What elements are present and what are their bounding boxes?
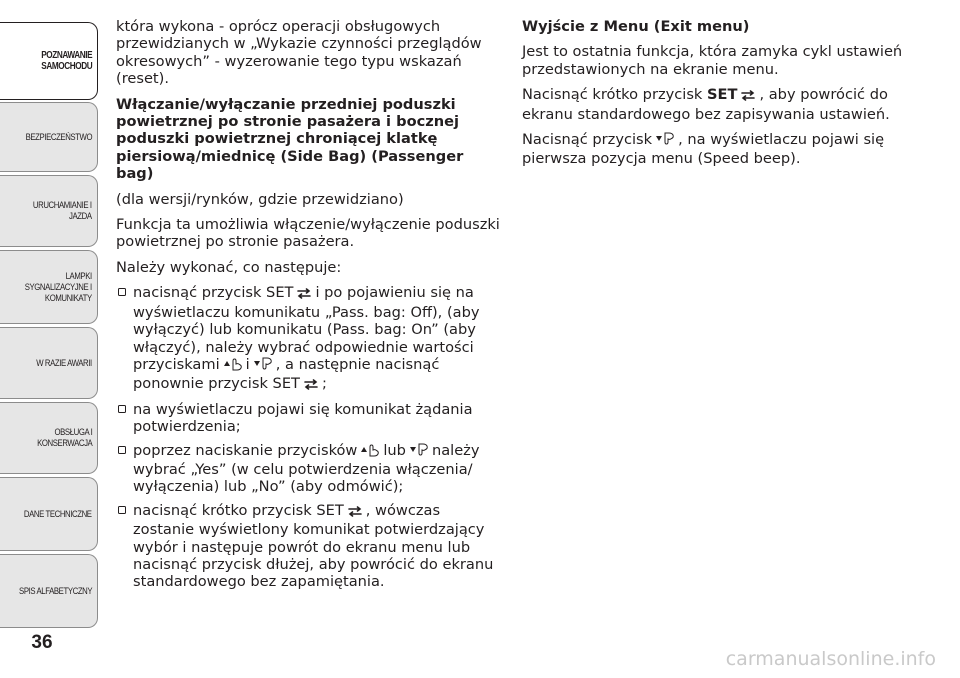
checkbox-bullet-icon	[118, 288, 126, 296]
page-number: 36	[31, 632, 53, 653]
list-text: lub	[383, 441, 406, 459]
list-text: nacisnąć przycisk SET	[133, 284, 294, 302]
exit-description: Jest to ostatnia funkcja, która zamyka cykl ustawień przedstawionych na ekranie menu.	[522, 43, 903, 78]
intro-paragraph: która wykona - oprócz operacji obsługowych przewidzianych w „Wykazie czynności przeglądów okresowych” - wyzerowanie tego typu wskazań (reset).	[116, 18, 482, 88]
set-button-icon	[347, 504, 363, 521]
tab-label: BEZPIECZEŃSTWO	[25, 131, 92, 143]
checkbox-bullet-icon	[118, 446, 126, 454]
section-heading-exit-menu: Wyjście z Menu (Exit menu)	[522, 18, 750, 35]
watermark: carmanualsonline.info	[725, 648, 936, 670]
tab-label: SPIS ALFABETYCZNY	[18, 585, 92, 597]
paragraph-text: , aby powrócić do ekranu standardowego bez zapisywania ustawień.	[522, 86, 890, 123]
tab-uruchamianie-i-jazda[interactable]	[0, 175, 98, 247]
tab-label: LAMPKI SYGNALIZACYJNE I KOMUNIKATY	[24, 270, 92, 304]
list-item	[116, 284, 502, 394]
left-column	[116, 18, 502, 597]
tab-obsluga-i-konserwacja[interactable]	[0, 402, 98, 474]
tab-lampki-sygnalizacyjne[interactable]	[0, 250, 98, 324]
list-item	[116, 442, 502, 496]
tab-label: OBSŁUGA I KONSERWACJA	[36, 427, 92, 449]
up-hand-icon	[360, 443, 380, 461]
tab-poznawanie-samochodu[interactable]	[0, 22, 98, 100]
list-text: i po pojawieniu się na wyświetlaczu komunikatu „Pass. bag: Off), (aby wyłączyć) lub komunikatu (Pass. bag: On” (aby włączyć), należy wybrać odpowiednie wartości przyciskami	[133, 284, 480, 373]
list-item	[116, 502, 502, 591]
tab-spis-alfabetyczny[interactable]	[0, 554, 98, 628]
list-text: , wówczas zostanie wyświetlony komunikat potwierdzający wybór i następuje powrót do ekranu menu lub nacisnąć przycisk dłużej, aby powrócić do ekranu standardowego bez zapamiętania.	[133, 501, 494, 591]
tab-w-razie-awarii[interactable]	[0, 327, 98, 399]
checkbox-bullet-icon	[118, 506, 126, 514]
paragraph-text: , na wyświetlaczu pojawi się pierwsza pozycja menu (Speed beep).	[522, 131, 885, 168]
list-text: na wyświetlaczu pojawi się komunikat żądania potwierdzenia;	[133, 400, 473, 436]
down-hand-icon	[655, 132, 675, 150]
right-column	[522, 18, 922, 176]
up-hand-icon	[223, 357, 243, 375]
list-text: , a następnie nacisnąć ponownie przycisk SET	[133, 355, 440, 393]
tab-label: POZNAWANIE SAMOCHODU	[40, 50, 92, 72]
exit-instruction-set	[522, 86, 922, 123]
description-paragraph: Funkcja ta umożliwia włączenie/wyłączenie poduszki powietrznej po stronie pasażera.	[116, 216, 500, 251]
instruction-intro: Należy wykonać, co następuje:	[116, 258, 342, 276]
tab-label: URUCHAMIANIE I JAZDA	[33, 200, 92, 222]
tab-bezpieczenstwo[interactable]	[0, 102, 98, 172]
list-text: ;	[321, 375, 327, 393]
down-hand-icon	[253, 357, 273, 375]
set-button-icon	[296, 286, 312, 303]
paragraph-text: Nacisnąć przycisk	[522, 131, 653, 149]
tab-label: W RAZIE AWARII	[36, 357, 92, 369]
list-text: należy wybrać „Yes” (w celu potwierdzenia włączenia/ wyłączenia) lub „No” (aby odmówić);	[133, 441, 480, 496]
exit-instruction-down	[522, 131, 922, 168]
set-label: SET	[707, 86, 738, 104]
set-button-icon	[303, 377, 319, 394]
list-item	[116, 401, 502, 436]
list-text: i	[245, 355, 250, 373]
tab-dane-techniczne[interactable]	[0, 477, 98, 551]
paragraph-text: Nacisnąć krótko przycisk	[522, 86, 703, 104]
list-text: nacisnąć krótko przycisk SET	[133, 501, 344, 519]
tab-label: DANE TECHNICZNE	[24, 508, 92, 520]
heading-note: (dla wersji/rynków, gdzie przewidziano)	[116, 190, 404, 208]
set-button-icon	[740, 88, 756, 105]
section-heading-passenger-bag: Włączanie/wyłączanie przedniej poduszki powietrznej po stronie pasażera i bocznej poduszki powietrznej chroniącej klatkę piersiową/miednicę (Side Bag) (Passenger bag)	[116, 95, 464, 183]
list-text: poprzez naciskanie przycisków	[133, 441, 358, 459]
checkbox-bullet-icon	[118, 405, 126, 413]
down-hand-icon	[409, 443, 429, 461]
